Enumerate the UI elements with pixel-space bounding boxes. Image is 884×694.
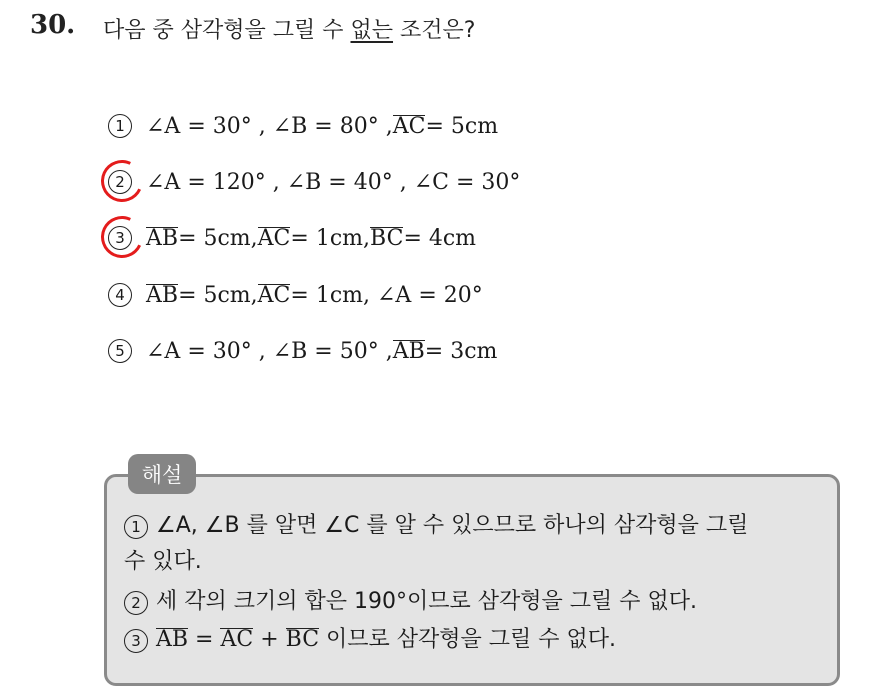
choice-5[interactable]: 5 ∠A = 30° , ∠B = 50° , AB = 3cm bbox=[108, 334, 497, 368]
solution-tab: 해설 bbox=[128, 454, 196, 494]
choice-number-1: 1 bbox=[108, 114, 132, 138]
choice-number-4: 4 bbox=[108, 283, 132, 307]
segment-ab: AB bbox=[156, 627, 189, 652]
segment-ab: AB bbox=[392, 338, 425, 364]
choice-3[interactable]: 3 AB = 5cm, AC = 1cm, BC = 4cm bbox=[108, 221, 476, 255]
solution-line-4: 3 AB = AC + BC 이므로 삼각형을 그릴 수 없다. bbox=[124, 622, 616, 653]
choice-number-5: 5 bbox=[108, 339, 132, 363]
solution-line-1: 1 ∠A, ∠B 를 알면 ∠C 를 알 수 있으므로 하나의 삼각형을 그릴 bbox=[124, 508, 748, 539]
segment-bc: BC bbox=[285, 627, 320, 652]
question-number: 30. bbox=[30, 10, 76, 40]
segment-ac: AC bbox=[257, 282, 291, 308]
solution-line-2: 수 있다. bbox=[124, 549, 202, 574]
segment-ab: AB bbox=[146, 225, 179, 251]
segment-ac: AC bbox=[392, 113, 426, 139]
solution-line-3: 2 세 각의 크기의 합은 190°이므로 삼각형을 그릴 수 없다. bbox=[124, 584, 697, 615]
choice-2[interactable]: 2 ∠A = 120° , ∠B = 40° , ∠C = 30° bbox=[108, 165, 520, 199]
choice-1[interactable]: 1 ∠A = 30° , ∠B = 80° , AC = 5cm bbox=[108, 109, 498, 143]
segment-bc: BC bbox=[370, 225, 404, 251]
segment-ac: AC bbox=[257, 225, 291, 251]
choice-number-3: 3 bbox=[108, 226, 132, 250]
emphasis-underline: 없는 bbox=[350, 18, 394, 43]
segment-ab: AB bbox=[146, 282, 179, 308]
solution-box bbox=[104, 474, 840, 686]
choice-4[interactable]: 4 AB = 5cm, AC = 1cm, ∠A = 20° bbox=[108, 278, 483, 312]
question-text: 다음 중 삼각형을 그릴 수 없는 조건은? bbox=[103, 18, 476, 43]
choice-number-2: 2 bbox=[108, 170, 132, 194]
segment-ac: AC bbox=[220, 627, 254, 652]
